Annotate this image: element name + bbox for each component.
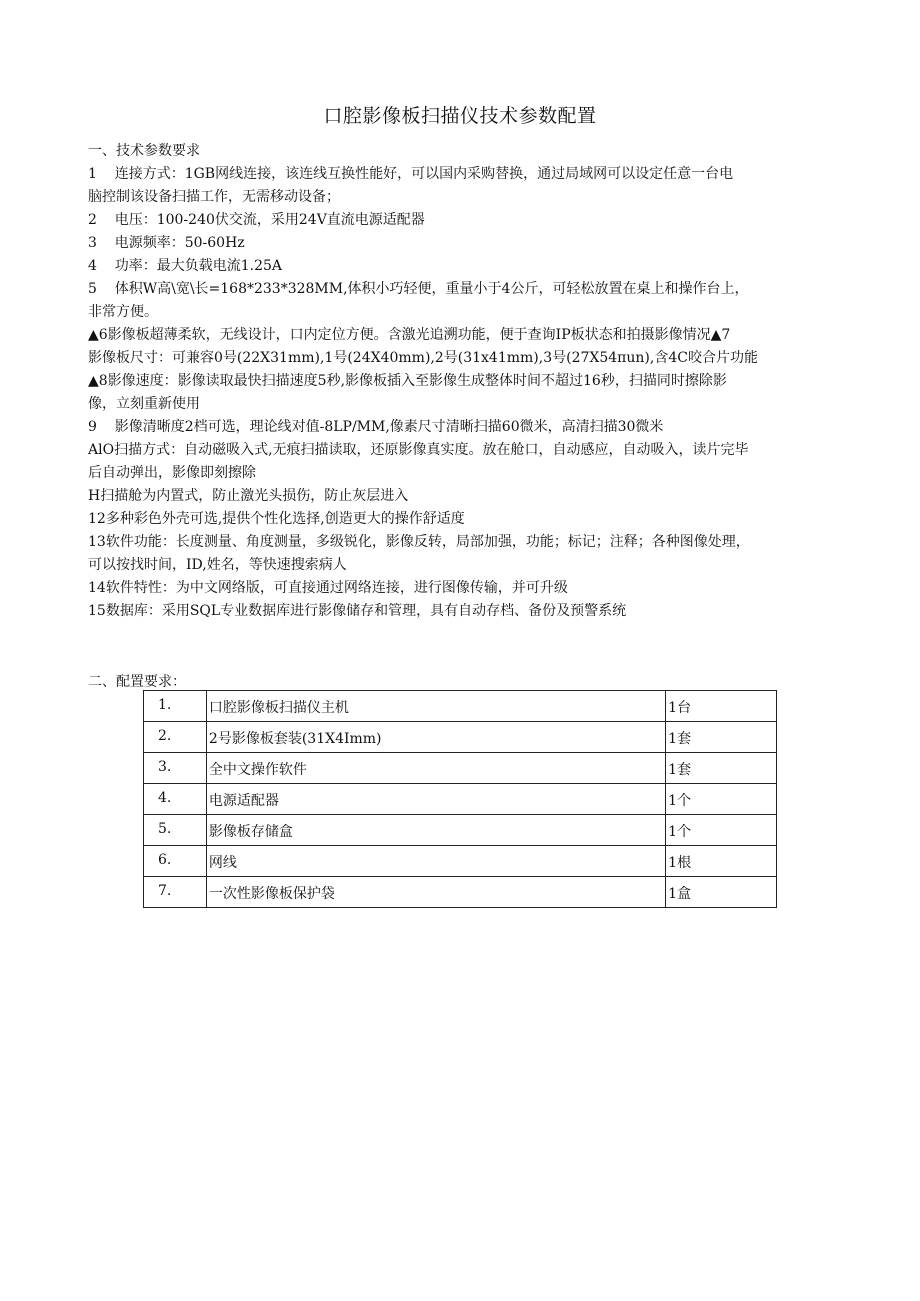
spec-line: 13软件功能：长度测量、角度测量，多级锐化，影像反转，局部加强，功能；标记；注释；各种图像处理， <box>88 534 750 550</box>
config-row <box>144 753 777 784</box>
spec-line: H扫描舱为内置式，防止激光头损伤，防止灰层进入 <box>88 488 409 504</box>
spec-line: 影像板尺寸：可兼容0号(22X31mm),1号(24X40mm),2号(31x41mm),3号(27X54πun),含4C咬合片功能 <box>88 350 758 366</box>
config-index: 3. <box>144 753 207 784</box>
config-item: 一次性影像板保护袋 <box>206 877 665 908</box>
section2-heading: 二、配置要求： <box>88 674 186 690</box>
spec-line: 1 连接方式：1GB网线连接，该连线互换性能好，可以国内采购替换，通过局域网可以设定任意一台电 <box>88 166 734 182</box>
doc-title: 口腔影像板扫描仪技术参数配置 <box>323 105 597 127</box>
spec-line: 9 影像清晰度2档可选，理论线对值-8LP/MM,像素尺寸清晰扫描60微米，高清扫描30微米 <box>88 419 664 435</box>
config-row <box>144 846 777 877</box>
config-item: 全中文操作软件 <box>206 753 665 784</box>
config-row <box>144 784 777 815</box>
spec-line: ▲6影像板超薄柔软，无线设计，口内定位方便。含激光追溯功能，便于查询IP板状态和拍摄影像情况▲7 <box>88 327 731 343</box>
config-qty: 1台 <box>666 691 777 722</box>
spec-line: 4 功率：最大负载电流1.25A <box>88 258 282 274</box>
spec-line: 15数据库：采用SQL专业数据库进行影像储存和管理，具有自动存档、备份及预警系统 <box>88 603 627 619</box>
spec-line: 后自动弹出，影像即刻擦除 <box>88 465 256 481</box>
config-row <box>144 815 777 846</box>
spec-line: 可以按找时间，ID,姓名，等快速搜索病人 <box>88 557 347 573</box>
config-row <box>144 722 777 753</box>
spec-line: 脑控制该设备扫描工作，无需移动设备； <box>88 189 340 205</box>
config-item: 电源适配器 <box>206 784 665 815</box>
config-table <box>143 690 777 908</box>
spec-line: 非常方便。 <box>88 304 158 320</box>
config-qty: 1根 <box>666 846 777 877</box>
section1-heading: 一、技术参数要求 <box>88 143 200 159</box>
spec-line: 14软件特性：为中文网络版，可直接通过网络连接，进行图像传输，并可升级 <box>88 580 568 596</box>
config-item: 口腔影像板扫描仪主机 <box>206 691 665 722</box>
config-row <box>144 691 777 722</box>
config-qty: 1个 <box>666 784 777 815</box>
config-index: 2. <box>144 722 207 753</box>
config-qty: 1套 <box>666 753 777 784</box>
config-qty: 1套 <box>666 722 777 753</box>
spec-line: 3 电源频率：50-60Hz <box>88 235 245 251</box>
config-index: 4. <box>144 784 207 815</box>
spec-line: 像，立刻重新使用 <box>88 396 200 412</box>
spec-line: ▲8影像速度：影像读取最快扫描速度5秒,影像板插入至影像生成整体时间不超过16秒，扫描同时擦除影 <box>88 373 727 389</box>
config-index: 7. <box>144 877 207 908</box>
config-index: 6. <box>144 846 207 877</box>
config-item: 2号影像板套装(31X4Imm) <box>206 722 665 753</box>
config-index: 5. <box>144 815 207 846</box>
config-index: 1. <box>144 691 207 722</box>
spec-paragraphs <box>88 163 828 623</box>
spec-line: AlO扫描方式：自动磁吸入式,无痕扫描读取，还原影像真实度。放在舱口，自动感应，自动吸入，读片完毕 <box>88 442 749 458</box>
config-qty: 1个 <box>666 815 777 846</box>
config-row <box>144 877 777 908</box>
config-item: 影像板存储盒 <box>206 815 665 846</box>
config-qty: 1盒 <box>666 877 777 908</box>
spec-line: 2 电压：100-240伏交流，采用24V直流电源适配器 <box>88 212 425 228</box>
config-item: 网线 <box>206 846 665 877</box>
spec-line: 12多种彩色外壳可选,提供个性化选择,创造更大的操作舒适度 <box>88 511 465 527</box>
spec-line: 5 体积W高\宽\长=168*233*328MM,体积小巧轻便，重量小于4公斤，可轻松放置在桌上和操作台上， <box>88 281 749 297</box>
